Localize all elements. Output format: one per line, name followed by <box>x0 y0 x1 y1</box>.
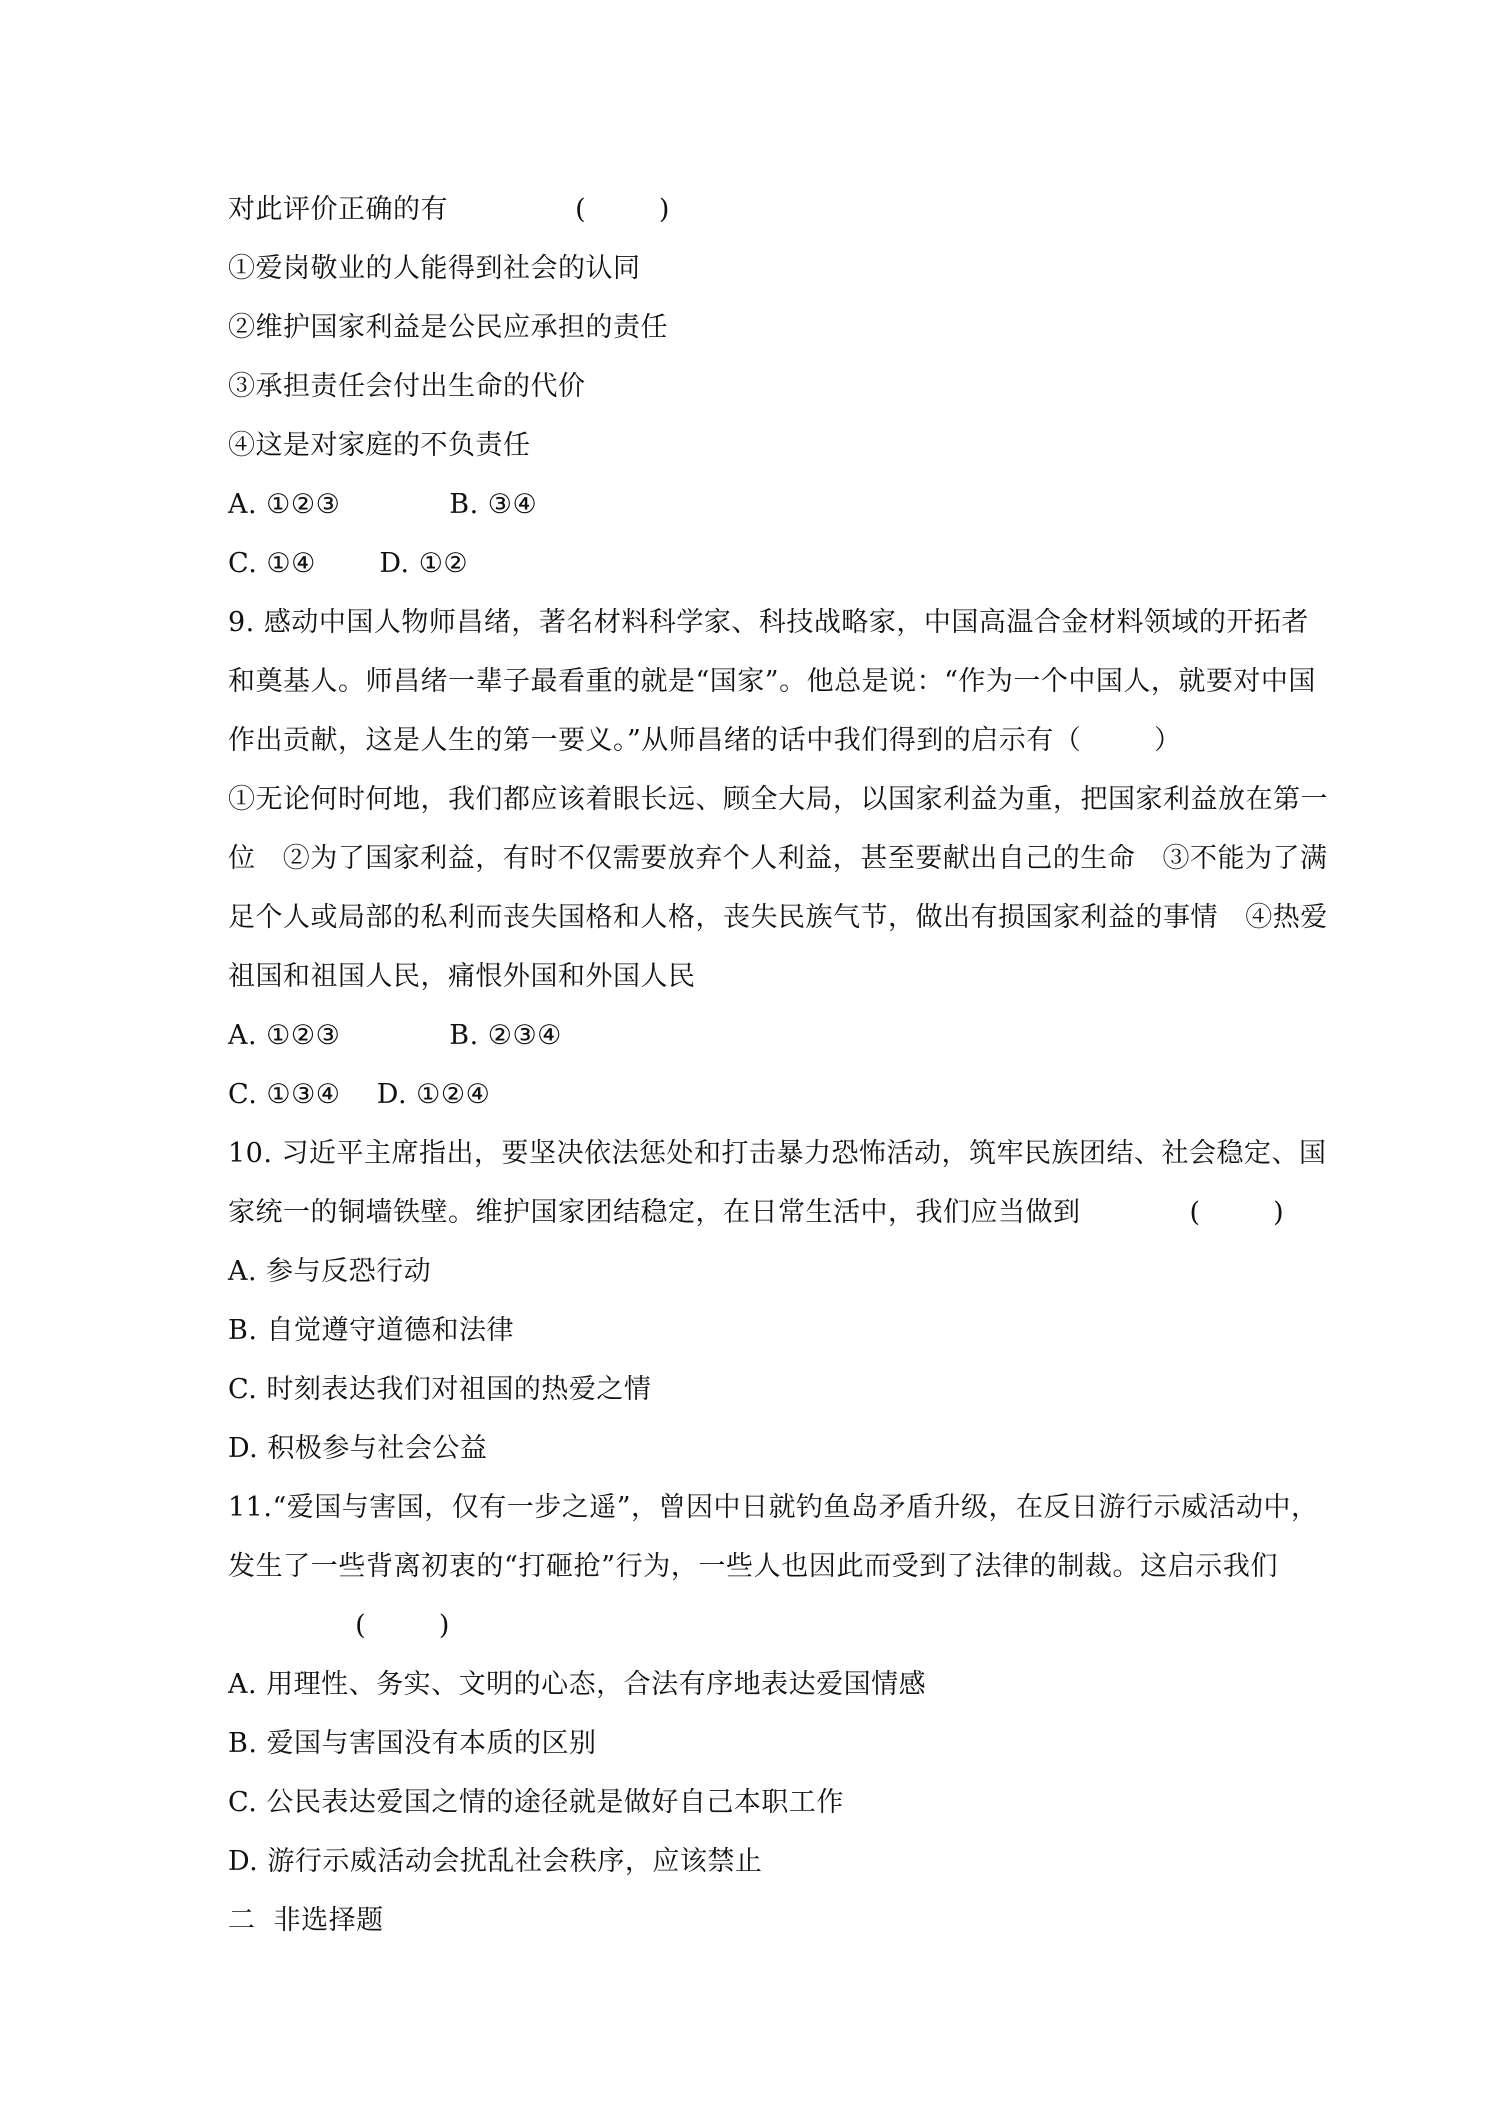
options-cd: C. ①④ D. ①② <box>228 548 469 579</box>
section-heading: 二 非选择题 <box>228 1905 384 1936</box>
question-9-statements-line-2: 位 ②为了国家利益，有时不仅需要放弃个人利益，甚至要献出自己的生命 ③不能为了满 <box>228 843 1328 874</box>
question-9-line-2: 和奠基人。师昌绪一辈子最看重的就是“国家”。他总是说：“作为一个中国人，就要对中国 <box>228 666 1316 697</box>
question-10-option-d: D. 积极参与社会公益 <box>228 1433 488 1464</box>
statement-2: ②维护国家利益是公民应承担的责任 <box>228 312 668 343</box>
question-11-option-c: C. 公民表达爱国之情的途径就是做好自己本职工作 <box>228 1787 844 1818</box>
statement-1: ①爱岗敬业的人能得到社会的认同 <box>228 253 641 284</box>
question-9-statements-line-4: 祖国和祖国人民，痛恨外国和外国人民 <box>228 961 696 992</box>
question-9-options-ab: A. ①②③ B. ②③④ <box>228 1020 562 1051</box>
question-9-statements-line-3: 足个人或局部的私利而丧失国格和人格，丧失民族气节，做出有损国家利益的事情 ④热爱 <box>228 902 1328 933</box>
options-ab: A. ①②③ B. ③④ <box>228 489 538 520</box>
question-prompt: 对此评价正确的有 ( ) <box>228 194 670 225</box>
question-9-statements-line-1: ①无论何时何地，我们都应该着眼长远、顾全大局，以国家利益为重，把国家利益放在第一 <box>228 784 1328 815</box>
statement-4: ④这是对家庭的不负责任 <box>228 430 531 461</box>
question-10-option-b: B. 自觉遵守道德和法律 <box>228 1315 515 1346</box>
question-9-line-3: 作出贡献，这是人生的第一要义。”从师昌绪的话中我们得到的启示有（ ） <box>228 725 1182 756</box>
question-9-options-cd: C. ①③④ D. ①②④ <box>228 1079 491 1110</box>
question-10-line-1: 10. 习近平主席指出，要坚决依法惩处和打击暴力恐怖活动，筑牢民族团结、社会稳定、国 <box>228 1138 1327 1169</box>
question-10-option-c: C. 时刻表达我们对祖国的热爱之情 <box>228 1374 652 1405</box>
question-11-option-a: A. 用理性、务实、文明的心态，合法有序地表达爱国情感 <box>228 1669 927 1700</box>
question-10-line-2: 家统一的铜墙铁壁。维护国家团结稳定，在日常生活中，我们应当做到 ( ) <box>228 1197 1285 1228</box>
question-11-line-1: 11.“爱国与害国，仅有一步之遥”，曾因中日就钓鱼岛矛盾升级，在反日游行示威活动中， <box>228 1492 1319 1523</box>
question-10-option-a: A. 参与反恐行动 <box>228 1256 432 1287</box>
question-11-line-2: 发生了一些背离初衷的“打砸抢”行为，一些人也因此而受到了法律的制裁。这启示我们 <box>228 1551 1278 1582</box>
statement-3: ③承担责任会付出生命的代价 <box>228 371 586 402</box>
question-11-option-d: D. 游行示威活动会扰乱社会秩序，应该禁止 <box>228 1846 763 1877</box>
question-11-option-b: B. 爱国与害国没有本质的区别 <box>228 1728 597 1759</box>
question-11-line-3: ( ) <box>228 1610 450 1641</box>
question-9-line-1: 9. 感动中国人物师昌绪，著名材料科学家、科技战略家，中国高温合金材料领域的开拓者 <box>228 607 1309 638</box>
